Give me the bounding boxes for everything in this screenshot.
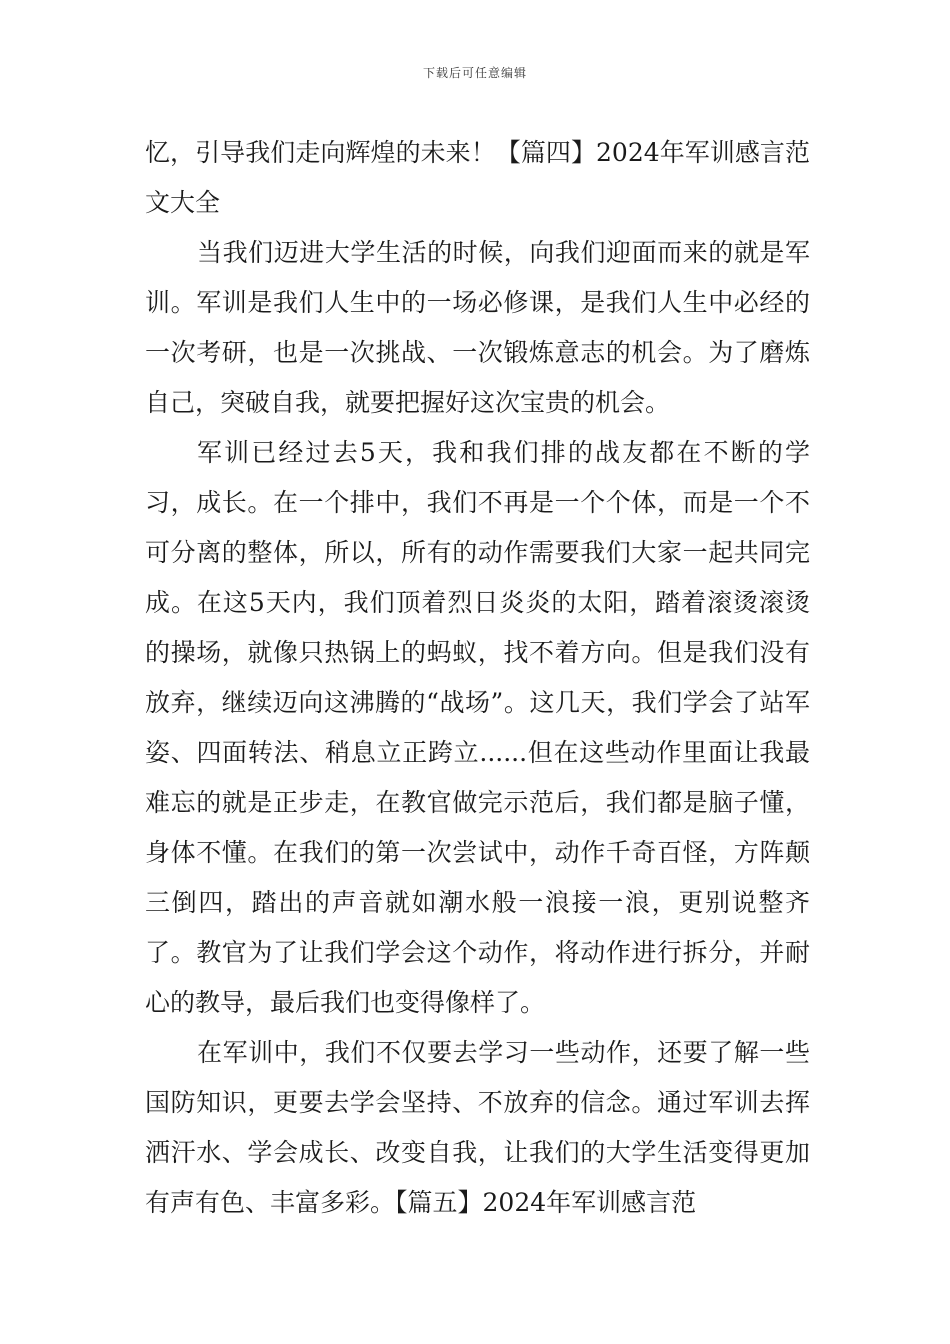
header-text: 下载后可任意编辑 [422,66,527,80]
paragraph: 军训已经过去5天，我和我们排的战友都在不断的学习，成长。在一个排中，我们不再是一个个体，而是一个不可分离的整体，所以，所有的动作需要我们大家一起共同完成。在这5天内，我们顶着烈日炎炎的太阳，踏着滚烫滚烫的操场，就像只热锅上的蚂蚁，找不着方向。但是我们没有放弃，继续迈向这沸腾的“战场”。这几天，我们学会了站军姿、四面转法、稍息立正跨立......但在这些动作里面让我最难忘的就是正步走，在教官做完示范后，我们都是脑子懂，身体不懂。在我们的第一次尝试中，动作千奇百怪，方阵颠三倒四，踏出的声音就如潮水般一浪接一浪，更别说整齐了。教官为了让我们学会这个动作，将动作进行拆分，并耐心的教导，最后我们也变得像样了。 [145,438,810,1017]
paragraph: 忆，引导我们走向辉煌的未来！【篇四】2024年军训感言范文大全 [145,138,810,217]
paragraph: 当我们迈进大学生活的时候，向我们迎面而来的就是军训。军训是我们人生中的一场必修课，是我们人生中必经的一次考研，也是一次挑战、一次锻炼意志的机会。为了磨炼自己，突破自我，就要把握好这次宝贵的机会。 [145,238,810,417]
document-body [145,128,810,1228]
paragraph: 在军训中，我们不仅要去学习一些动作，还要了解一些国防知识，更要去学会坚持、不放弃的信念。通过军训去挥洒汗水、学会成长、改变自我，让我们的大学生活变得更加有声有色、丰富多彩。【篇五】2024年军训感言范 [145,1038,810,1217]
page-header [0,64,950,81]
